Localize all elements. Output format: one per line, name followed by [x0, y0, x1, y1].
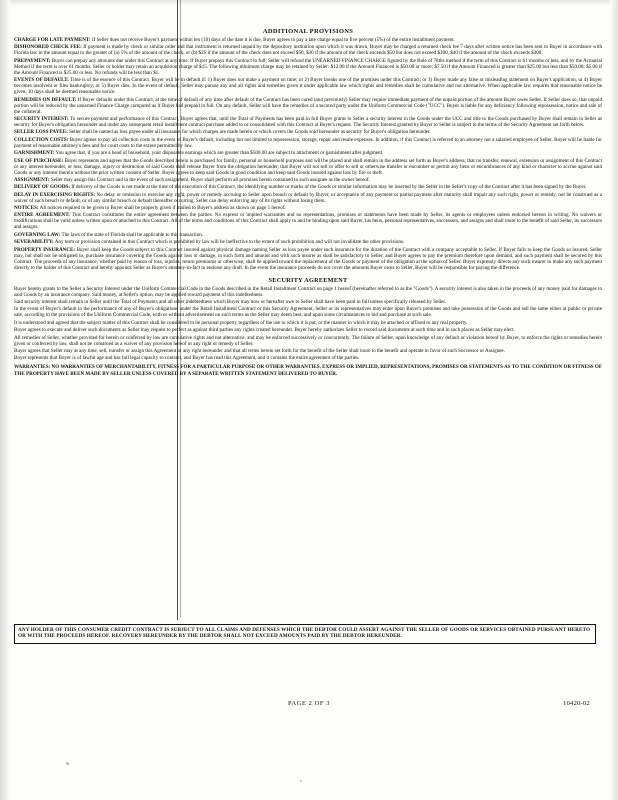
clause-label: REMEDIES ON DEFAULT:	[14, 96, 77, 103]
clause-item	[14, 129, 602, 135]
clause-text: Any term or provision contained in this Contract which is prohibited by law will be ineffective to the extent of such prohibition and will not invalidate the other provisions.	[54, 239, 405, 246]
warranty-text: NO WARRANTIES OF MERCHANTABILITY, FITNESS FOR A PARTICULAR PURPOSE OR OTHER WARRANTIES, EXPRESS OR IMPLIED, REPRESENTATIONS, PROMISES OR STATEMENTS AS TO THE CONDITION OR FITNESS OF THE PROPERTY HAVE BEEN MADE BY SELLER UNLESS COVERED BY A SEPARATE WRITTEN STATEMENT DELIVERED TO BUYER.	[14, 364, 602, 377]
clause-label: SEVERABILITY:	[14, 239, 54, 246]
clause-item	[14, 77, 602, 95]
document-number: 10420-02	[563, 700, 590, 707]
clause-text: If delivery of the Goods is not made at the time of the execution of this Contract, the identifying number or marks of the Goods or similar information may be inserted by the Seller in the Seller's copy of the Contract after it has been signed by the Buyer.	[71, 184, 587, 191]
clause-text: If Buyer defaults under this Contract, at the time of default of any time after default of the Contract has been cured (and previously) Seller may require immediate payment of the unpaid portion of the amount Buyer owes Seller. If Seller does so, that unpaid portion will be reduced by the unearned Finance Charge computed as if Buyer had prepaid in full. On any default, Seller will have the remedies of a secured party under the Uniform Commercial Code ("UCC"). Buyer is liable for any deficiency following repossession, notice and sale of the collateral.	[14, 96, 603, 115]
clause-label: DELAY IN EXERCISING RIGHTS:	[14, 191, 96, 198]
clause-text: If payment is made by check or similar order and that instrument is returned unpaid by the depository institution upon which it was drawn, Buyer may be charged a returned check fee 7 days after written notice has been sent to Buyer in accordance with Florida law in the amount equal to the greater of (a) 5% of the amount of the check, or (b) $25 if the amount of the check does not exceed $50, $30 if the amount of the check exceeds $50 but does not exceed $300, $40 if the amount of the check exceeds $300.	[14, 44, 602, 57]
agreement-paragraphs	[14, 286, 602, 377]
agreement-paragraph: All remedies of Seller, whether provided for herein or conferred by law are cumulative rights and not alternative, and may be enforced successively or concurrently. The failure of Seller, upon knowledge of any default or violation hereof by Buyer, to enforce the rights or remedies herein given or conferred by law, shall not be construed as a waiver of any provision hereof or any right or remedy of Seller.	[14, 334, 602, 347]
holder-notice-box	[14, 624, 596, 644]
scan-top-edge	[0, 0, 618, 6]
clause-text: Buyer represents and agrees that the Goods described herein is purchased for family, personal or household purposes and will be placed and shall remain in the address set forth as Buyer's address, that no transfer, renewal, extension or assignment of this Contract or any interest hereunder, or loss, damage, injury or destruction of said Goods shall release Buyer from the obligation hereunder, that Buyer will not sell or offer to sell or otherwise transfer or encumber or permit any liens or encumbrances of any kind or character to accrue against said Goods or any interest therein without the prior written consent of Seller. Buyer agrees to keep said Goods in good condition and keep said Goods insured against loss by fire or theft.	[14, 157, 602, 176]
clause-text: Time is of the essence of this Contract. Buyer will be in default if: 1) Buyer does not make a payment on time; or 2) Buyer breaks one of the promises under this Contract; or 3) Buyer made any false or misleading statement on Buyer's application, or 4) Buyer becomes insolvent or files bankruptcy; or 5) Buyer dies. In the event of default, Seller may pursue any and all rights and remedies given it under applicable law which rights and remedies shall be cumulative and not alternative. When applicable law requires that reasonable notice be given, 10 days shall be deemed reasonable notice.	[14, 77, 603, 96]
clause-text: Buyer can prepay any amounts due under this Contract at any time. If Buyer prepays this Contract in full, Seller will refund the UNEARNED FINANCE CHARGE figured by the Rule of 78ths method if the term of this Contract is 61 months or less, and by the Actuarial Method if the term is over 61 months. Seller or holder may retain an acquisition charge of $15. The following minimum charge may be retained by Seller: $12.00 if the Amount Financed is $50.00 or more; $7.50 if the Amount Financed is greater than $25.00 but less than $50.00; $5.00 if the Amount Financed is $25.00 or less. No refunds will be less than $1.	[14, 57, 603, 76]
holder-notice-text: ANY HOLDER OF THIS CONSUMER CREDIT CONTRACT IS SUBJECT TO ALL CLAIMS AND DEFENSES WHICH THE DEBTOR COULD ASSERT AGAINST THE SELLER OF GOODS OR SERVICES OBTAINED PURSUANT HERETO OR WITH THE PROCEEDS HEREOF. RECOVERY HEREUNDER BY THE DEBTOR SHALL NOT EXCEED AMOUNTS PAID BY THE DEBTOR HEREUNDER.	[18, 627, 591, 640]
clause-label: USE OF PURCHASE:	[14, 157, 64, 164]
clause-label: ASSIGNMENT:	[14, 176, 50, 183]
clause-item	[14, 212, 602, 230]
warranty-label: WARRANTIES:	[14, 364, 51, 371]
page-footer: PAGE 2 OF 3	[287, 700, 331, 707]
clause-item	[14, 184, 602, 190]
clause-text: If Seller does not receive Buyer's payment within ten (10) days of the date it is due, Buyer agrees to pay a late charge equal to five percent (5%) of the entire installment payment.	[91, 37, 455, 43]
clause-text: All notices required to be given to Buyer shall be properly given if mailed to Buyer's address as shown on page 1 hereof.	[39, 205, 286, 212]
scan-right-edge	[610, 0, 618, 800]
clause-label: PREPAYMENT:	[14, 57, 51, 64]
clause-label: SELLER LOSS PAYEE:	[14, 129, 68, 136]
clause-label: GOVERNING LAW:	[14, 231, 61, 238]
clause-item	[14, 247, 602, 271]
section-heading: ADDITIONAL PROVISIONS	[262, 28, 354, 35]
clause-label: PROPERTY INSURANCE:	[14, 246, 76, 253]
document-body	[14, 28, 602, 382]
clause-label: DISHONORED CHECK FEE:	[14, 44, 82, 51]
clause-item	[14, 97, 602, 115]
agreement-paragraph: Buyer agrees to execute and deliver such documents as Seller may request to perfect as against third parties any rights created hereunder. Buyer hereby authorizes Seller to record said documents at such time and in such places as Seller may elect.	[14, 327, 515, 334]
clause-item	[14, 37, 602, 43]
clause-label: CHARGE FOR LATE PAYMENT:	[14, 37, 91, 43]
clause-item	[14, 150, 602, 156]
clause-text: To secure payment and performance of this Contract, Buyer agrees that, until the Total of Payments has been paid in full Buyer grants to Seller a security interest in the Goods under the UCC and title to the Goods purchased by Buyer shall remain in Seller as security for Buyer's obligation hereunder and under any subsequent retail installment contract purchase added to or consolidated with this Contract at Buyer's request. The Security Interest granted by Buyer to Seller is subject to the terms of the Security Agreement set forth below.	[14, 115, 602, 128]
clause-text: No delay or omission to exercise any right, power or remedy accruing to Seller upon breach or default by Buyer, or acceptance of any payment or partial payment after maturity shall impair any such right, power or remedy, nor be construed as a waiver of such breach or default, or of any similar breach or default thereafter occurring. Seller can delay enforcing any of its rights without losing them.	[14, 191, 602, 204]
agreement-paragraph: It is understood and agreed that the subject matter of this Contract shall be considered to be personal property regardless of the use to which it is put, or the manner in which it may be attached or affixed to any real property.	[14, 319, 468, 326]
clause-item	[14, 158, 602, 176]
clause-list	[14, 37, 602, 271]
clause-item	[14, 58, 602, 76]
clause-text: Seller shall be named as loss payee under all insurance for which charges are made herein or which covers the Goods sold hereunder as security for Buyer's obligation hereunder.	[69, 129, 431, 136]
clause-label: ENTIRE AGREEMENT:	[14, 212, 70, 219]
clause-label: EVENTS OF DEFAULT:	[14, 77, 69, 84]
agreement-paragraph: Said security interest shall remain in Seller until the Total of Payments and all other indebtedness which Buyer may now or hereafter owe to Seller shall have been paid in full unless specifically released by Seller.	[14, 299, 447, 306]
clause-text: Buyer agrees to pay all collection costs in the event of Buyer's default, including but not limited to repossession, storage, repair and resale expenses. In addition, if this Contract is referred to an attorney not a salaried employee of Seller, Buyer will be liable for payment of reasonable attorney's fees and for court costs to the extent permitted by law.	[14, 136, 602, 149]
clause-text: Seller may assign this Contract and in the event of such assignment, Buyer shall perform all promises herein contained to such assignee as the owner hereof.	[50, 176, 370, 183]
clause-item	[14, 239, 602, 245]
warranty-clause	[14, 364, 602, 376]
clause-label: SECURITY INTEREST:	[14, 115, 69, 122]
clause-text: Buyer shall keep the Goods subject to this Contract insured against physical damage naming Seller as loss payee under such insurance for the duration of the Contract with a company acceptable to Seller. If Buyer fails to keep the Goods so insured, Seller may, but shall not be obligated to, purchase insurance covering the Goods against loss or damage, in such form and amount and with such insurer as shall be satisfactory to Seller, and Buyer agrees to pay the premium therefore upon demand, and such payment shall be secured by this Contract. The proceeds of any insurance, whether paid by reason of loss, injuries, return premiums or otherwise, shall be applied toward the replacement of the Goods or payment of the obligation at the option of Seller. Buyer expressly directs any such insurer to make any such payment directly to the holder of this Contract and hereby appoints Seller as Buyer's attorney-in-fact to endorse any draft. In the event the insurance proceeds do not cover the amounts Buyer owes to Seller, Buyer will be responsible for paying the difference.	[14, 246, 602, 271]
clause-item	[14, 205, 602, 211]
clause-label: DELIVERY OF GOODS:	[14, 184, 71, 191]
agreement-paragraph: In the event of Buyer's default in the performance of any of Buyer's obligations under the Retail Installment Contract or this Security Agreement, Seller or its representatives may enter upon Buyer's premises and take possession of the Goods and sell the same either at public or private sale, according to the provisions of the Uniform Commercial Code, with or without advertisement on such terms as the Seller may deem best, and upon some circumstances to bid and purchase at such sale.	[14, 306, 602, 319]
clause-label: GARNISHMENT:	[14, 150, 55, 157]
agreement-heading: SECURITY AGREEMENT	[268, 276, 348, 284]
clause-item	[14, 192, 602, 204]
scan-speck	[66, 762, 69, 765]
agreement-paragraph: Buyer agrees that Seller may at any time, sell, transfer or assign this Agreement or any right hereunder and that all terms herein set forth for the benefit of the Seller shall inure to the benefit and operate in favor of such Successor or Assignee.	[14, 347, 505, 354]
clause-item	[14, 137, 602, 149]
scan-speck	[300, 780, 302, 782]
clause-text: The laws of the state of Florida shall be applicable to this transaction.	[61, 231, 204, 238]
clause-item	[14, 177, 602, 183]
clause-text: You agree that, if you are a head of household, your disposable earnings which are greater than $500.00 are subject to attachment or garnishment after judgment.	[55, 150, 384, 157]
clause-label: NOTICES:	[14, 205, 39, 212]
clause-item	[14, 116, 602, 128]
scan-left-edge	[0, 0, 10, 800]
clause-text: This Contract constitutes the entire agreement between the parties. No express or implied warranties and no representations, promises or statements have been made by Seller, its agents or employees unless endorsed hereon in writing. No waivers or modifications shall be valid unless written upon or attached to this Contract. All of the terms and conditions of this Contract shall apply to and be binding upon said Buyer, his heirs, personal representatives, successors, and assigns and shall inure to the benefit of said Seller, its successors and assigns.	[14, 212, 602, 231]
agreement-paragraph: Buyer hereby grants to the Seller a Security Interest under the Uniform Commercial Code in the Goods described in the Retail Installment Contract on page 1 hereof (hereinafter referred to as the "Goods"). A security interest is also taken in the proceeds of any money paid for damages to said Goods by an insurance company. Said money, at Seller's option, may be applied toward payment of this indebtedness.	[14, 285, 602, 298]
clause-item	[14, 232, 602, 238]
agreement-paragraph: Buyer represents that Buyer is of lawful age and has full legal capacity to contract, and Buyer has read this Agreement, and it contains the entire agreement of the parties.	[14, 355, 360, 362]
clause-label: COLLECTION COSTS:	[14, 136, 69, 143]
clause-item	[14, 44, 602, 56]
